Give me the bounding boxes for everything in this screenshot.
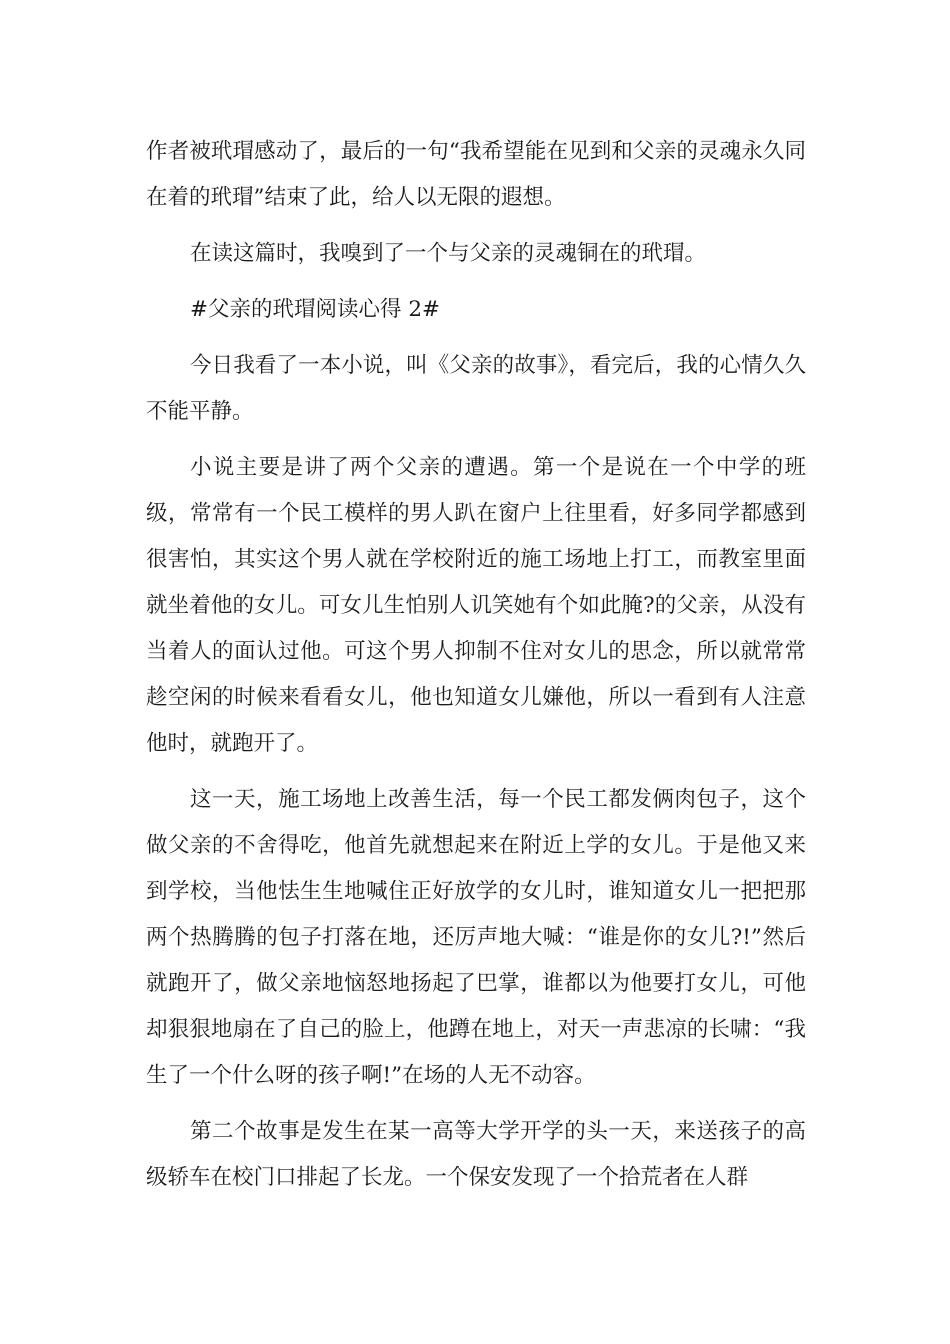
paragraph-6: 第二个故事是发生在某一高等大学开学的头一天，来送孩子的高级轿车在校门口排起了长龙。一个保安发现了一个拾荒者在人群 <box>146 1119 806 1190</box>
paragraph-3: 今日我看了一本小说，叫《父亲的故事》，看完后，我的心情久久不能平静。 <box>146 353 806 424</box>
paragraph-4: 小说主要是讲了两个父亲的遭遇。第一个是说在一个中学的班级，常常有一个民工模样的男人趴在窗户上往里看，好多同学都感到很害怕，其实这个男人就在学校附近的施工场地上打工，而教室里面就坐着他的女儿。可女儿生怕别人讥笑她有个如此腌?的父亲，从没有当着人的面认过他。可这个男人抑制不住对女儿的思念，所以就常常趁空闲的时候来看看女儿，他也知道女儿嫌他，所以一看到有人注意他时，就跑开了。 <box>146 455 806 756</box>
paragraph-5: 这一天，施工场地上改善生活，每一个民工都发俩肉包子，这个做父亲的不舍得吃，他首先就想起来在附近上学的女儿。于是他又来到学校，当他怯生生地喊住正好放学的女儿时，谁知道女儿一把把那两个热腾腾的包子打落在地，还厉声地大喊：“谁是你的女儿?!”然后就跑开了，做父亲地恼怒地扬起了巴掌，谁都以为他要打女儿，可他却狠狠地扇在了自己的脸上，他蹲在地上，对天一声悲凉的长啸：“我生了一个什么呀的孩子啊!”在场的人无不动容。 <box>146 787 806 1088</box>
paragraph-1: 作者被玳瑁感动了，最后的一句“我希望能在见到和父亲的灵魂永久同在着的玳瑁”结束了此，给人以无限的遐想。 <box>146 139 806 210</box>
paragraph-2: 在读这篇时，我嗅到了一个与父亲的灵魂铜在的玳瑁。 <box>190 241 707 266</box>
section-heading: #父亲的玳瑁阅读心得 2# <box>190 297 441 322</box>
document-page <box>146 129 806 1211</box>
